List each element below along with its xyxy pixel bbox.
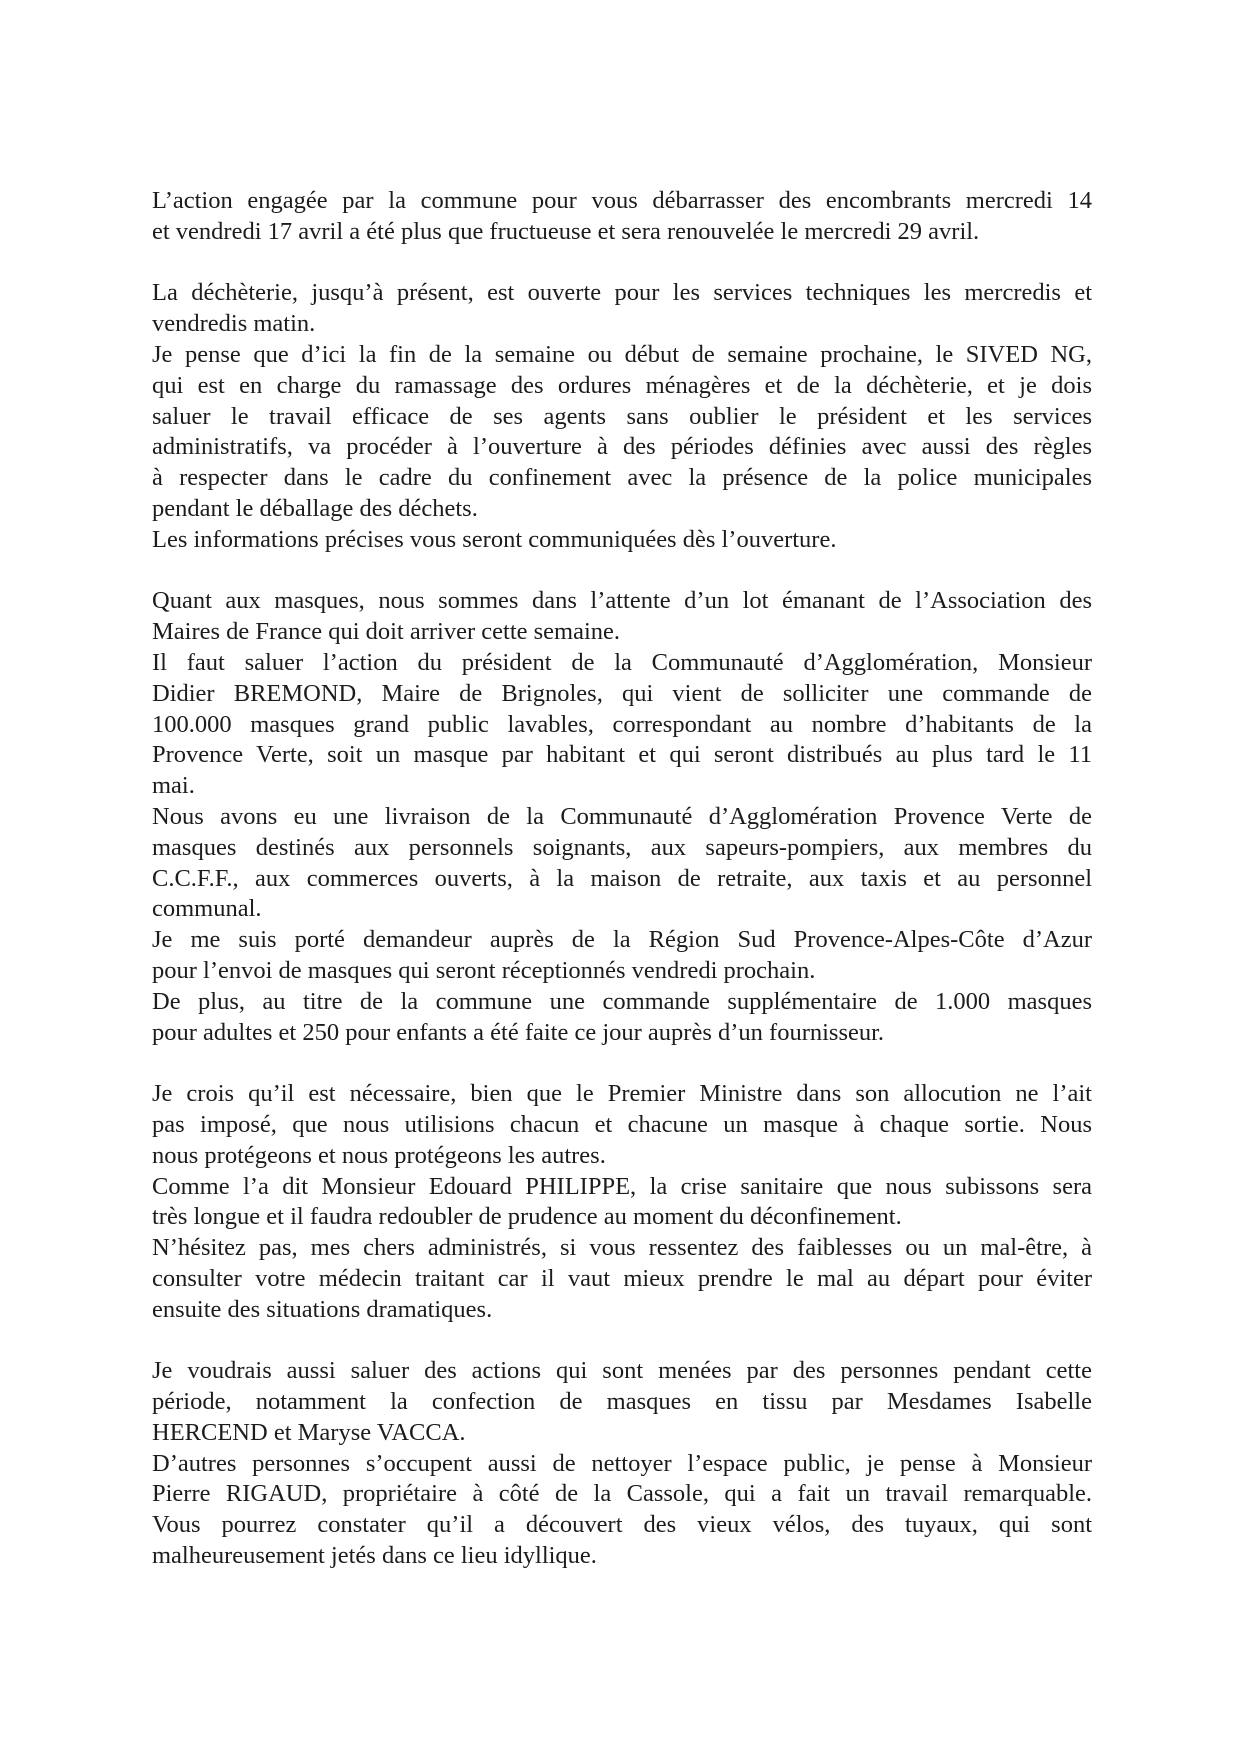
text-line: qui est en charge du ramassage des ordures ménagères et de la déchèterie, et je dois bbox=[152, 371, 1092, 399]
text-line: Didier BREMOND, Maire de Brignoles, qui vient de solliciter une commande de bbox=[152, 679, 1092, 707]
text-line: très longue et il faudra redoubler de prudence au moment du déconfinement. bbox=[152, 1203, 902, 1231]
text-line: Quant aux masques, nous sommes dans l’attente d’un lot émanant de l’Association des bbox=[152, 587, 1092, 615]
paragraph-spacer bbox=[152, 556, 1092, 587]
paragraph-encombrants bbox=[152, 186, 1092, 248]
text-line: N’hésitez pas, mes chers administrés, si vous ressentez des faiblesses ou un mal-être, à bbox=[152, 1234, 1092, 1262]
text-line: 100.000 masques grand public lavables, correspondant au nombre d’habitants de la bbox=[152, 710, 1092, 738]
text-line: Nous avons eu une livraison de la Communauté d’Agglomération Provence Verte de bbox=[152, 802, 1092, 830]
text-line: vendredis matin. bbox=[152, 310, 316, 338]
paragraph-port-du-masque bbox=[152, 1079, 1092, 1171]
paragraph-bremond bbox=[152, 648, 1092, 802]
text-line: administratifs, va procéder à l’ouverture à des périodes définies avec aussi des règles bbox=[152, 433, 1092, 461]
text-line: Pierre RIGAUD, propriétaire à côté de la Cassole, qui a fait un travail remarquable. bbox=[152, 1480, 1092, 1508]
paragraph-spacer bbox=[152, 1325, 1092, 1356]
text-line: Je crois qu’il est nécessaire, bien que le Premier Ministre dans son allocution ne l’ait bbox=[152, 1080, 1092, 1108]
paragraph-nettoyage bbox=[152, 1449, 1092, 1572]
text-line: pendant le déballage des déchets. bbox=[152, 494, 478, 522]
paragraph-region-sud bbox=[152, 925, 1092, 987]
text-line: ensuite des situations dramatiques. bbox=[152, 1295, 493, 1323]
text-line: pour l’envoi de masques qui seront réceptionnés vendredi prochain. bbox=[152, 956, 816, 984]
text-line: période, notamment la confection de masques en tissu par Mesdames Isabelle bbox=[152, 1388, 1092, 1416]
text-line: pas imposé, que nous utilisions chacun et chacune un masque à chaque sortie. Nous bbox=[152, 1110, 1092, 1138]
paragraph-informations bbox=[152, 525, 1092, 556]
paragraph-crise-sanitaire bbox=[152, 1172, 1092, 1234]
text-line: mai. bbox=[152, 772, 195, 800]
text-line: Comme l’a dit Monsieur Edouard PHILIPPE, la crise sanitaire que nous subissons sera bbox=[152, 1172, 1092, 1200]
text-line: et vendredi 17 avril a été plus que fructueuse et sera renouvelée le mercredi 29 avril. bbox=[152, 217, 980, 245]
paragraph-confection-masques bbox=[152, 1356, 1092, 1448]
text-line: Provence Verte, soit un masque par habitant et qui seront distribués au plus tard le 11 bbox=[152, 741, 1092, 769]
paragraph-spacer bbox=[152, 248, 1092, 279]
text-line: masques destinés aux personnels soignants, aux sapeurs-pompiers, aux membres du bbox=[152, 833, 1092, 861]
text-line: Je voudrais aussi saluer des actions qui sont menées par des personnes pendant cette bbox=[152, 1357, 1092, 1385]
text-line: pour adultes et 250 pour enfants a été faite ce jour auprès d’un fournisseur. bbox=[152, 1018, 885, 1046]
text-line: HERCEND et Maryse VACCA. bbox=[152, 1418, 466, 1446]
paragraph-decheterie bbox=[152, 278, 1092, 340]
text-line: Les informations précises vous seront communiquées dès l’ouverture. bbox=[152, 525, 837, 553]
paragraph-livraison bbox=[152, 802, 1092, 925]
text-line: La déchèterie, jusqu’à présent, est ouverte pour les services techniques les mercredis et bbox=[152, 279, 1092, 307]
paragraph-spacer bbox=[152, 1048, 1092, 1079]
text-line: malheureusement jetés dans ce lieu idyllique. bbox=[152, 1542, 597, 1570]
text-line: Vous pourrez constater qu’il a découvert des vieux vélos, des tuyaux, qui sont bbox=[152, 1511, 1092, 1539]
document-body bbox=[152, 186, 1092, 1572]
text-line: Il faut saluer l’action du président de la Communauté d’Agglomération, Monsieur bbox=[152, 648, 1092, 676]
paragraph-masques-amf bbox=[152, 586, 1092, 648]
text-line: nous protégeons et nous protégeons les autres. bbox=[152, 1141, 606, 1169]
text-line: Je pense que d’ici la fin de la semaine ou début de semaine prochaine, le SIVED NG, bbox=[152, 340, 1092, 368]
paragraph-sived bbox=[152, 340, 1092, 525]
paragraph-medecin bbox=[152, 1233, 1092, 1325]
text-line: Maires de France qui doit arriver cette semaine. bbox=[152, 618, 621, 646]
paragraph-commande-communale bbox=[152, 987, 1092, 1049]
text-line: De plus, au titre de la commune une commande supplémentaire de 1.000 masques bbox=[152, 987, 1092, 1015]
text-line: C.C.F.F., aux commerces ouverts, à la maison de retraite, aux taxis et au personnel bbox=[152, 864, 1092, 892]
text-line: saluer le travail efficace de ses agents sans oublier le président et les services bbox=[152, 402, 1092, 430]
text-line: à respecter dans le cadre du confinement avec la présence de la police municipales bbox=[152, 464, 1092, 492]
text-line: Je me suis porté demandeur auprès de la Région Sud Provence-Alpes-Côte d’Azur bbox=[152, 926, 1092, 954]
text-line: communal. bbox=[152, 895, 262, 923]
text-line: L’action engagée par la commune pour vous débarrasser des encombrants mercredi 14 bbox=[152, 187, 1092, 214]
text-line: consulter votre médecin traitant car il vaut mieux prendre le mal au départ pour éviter bbox=[152, 1264, 1092, 1292]
text-line: D’autres personnes s’occupent aussi de nettoyer l’espace public, je pense à Monsieur bbox=[152, 1449, 1092, 1477]
